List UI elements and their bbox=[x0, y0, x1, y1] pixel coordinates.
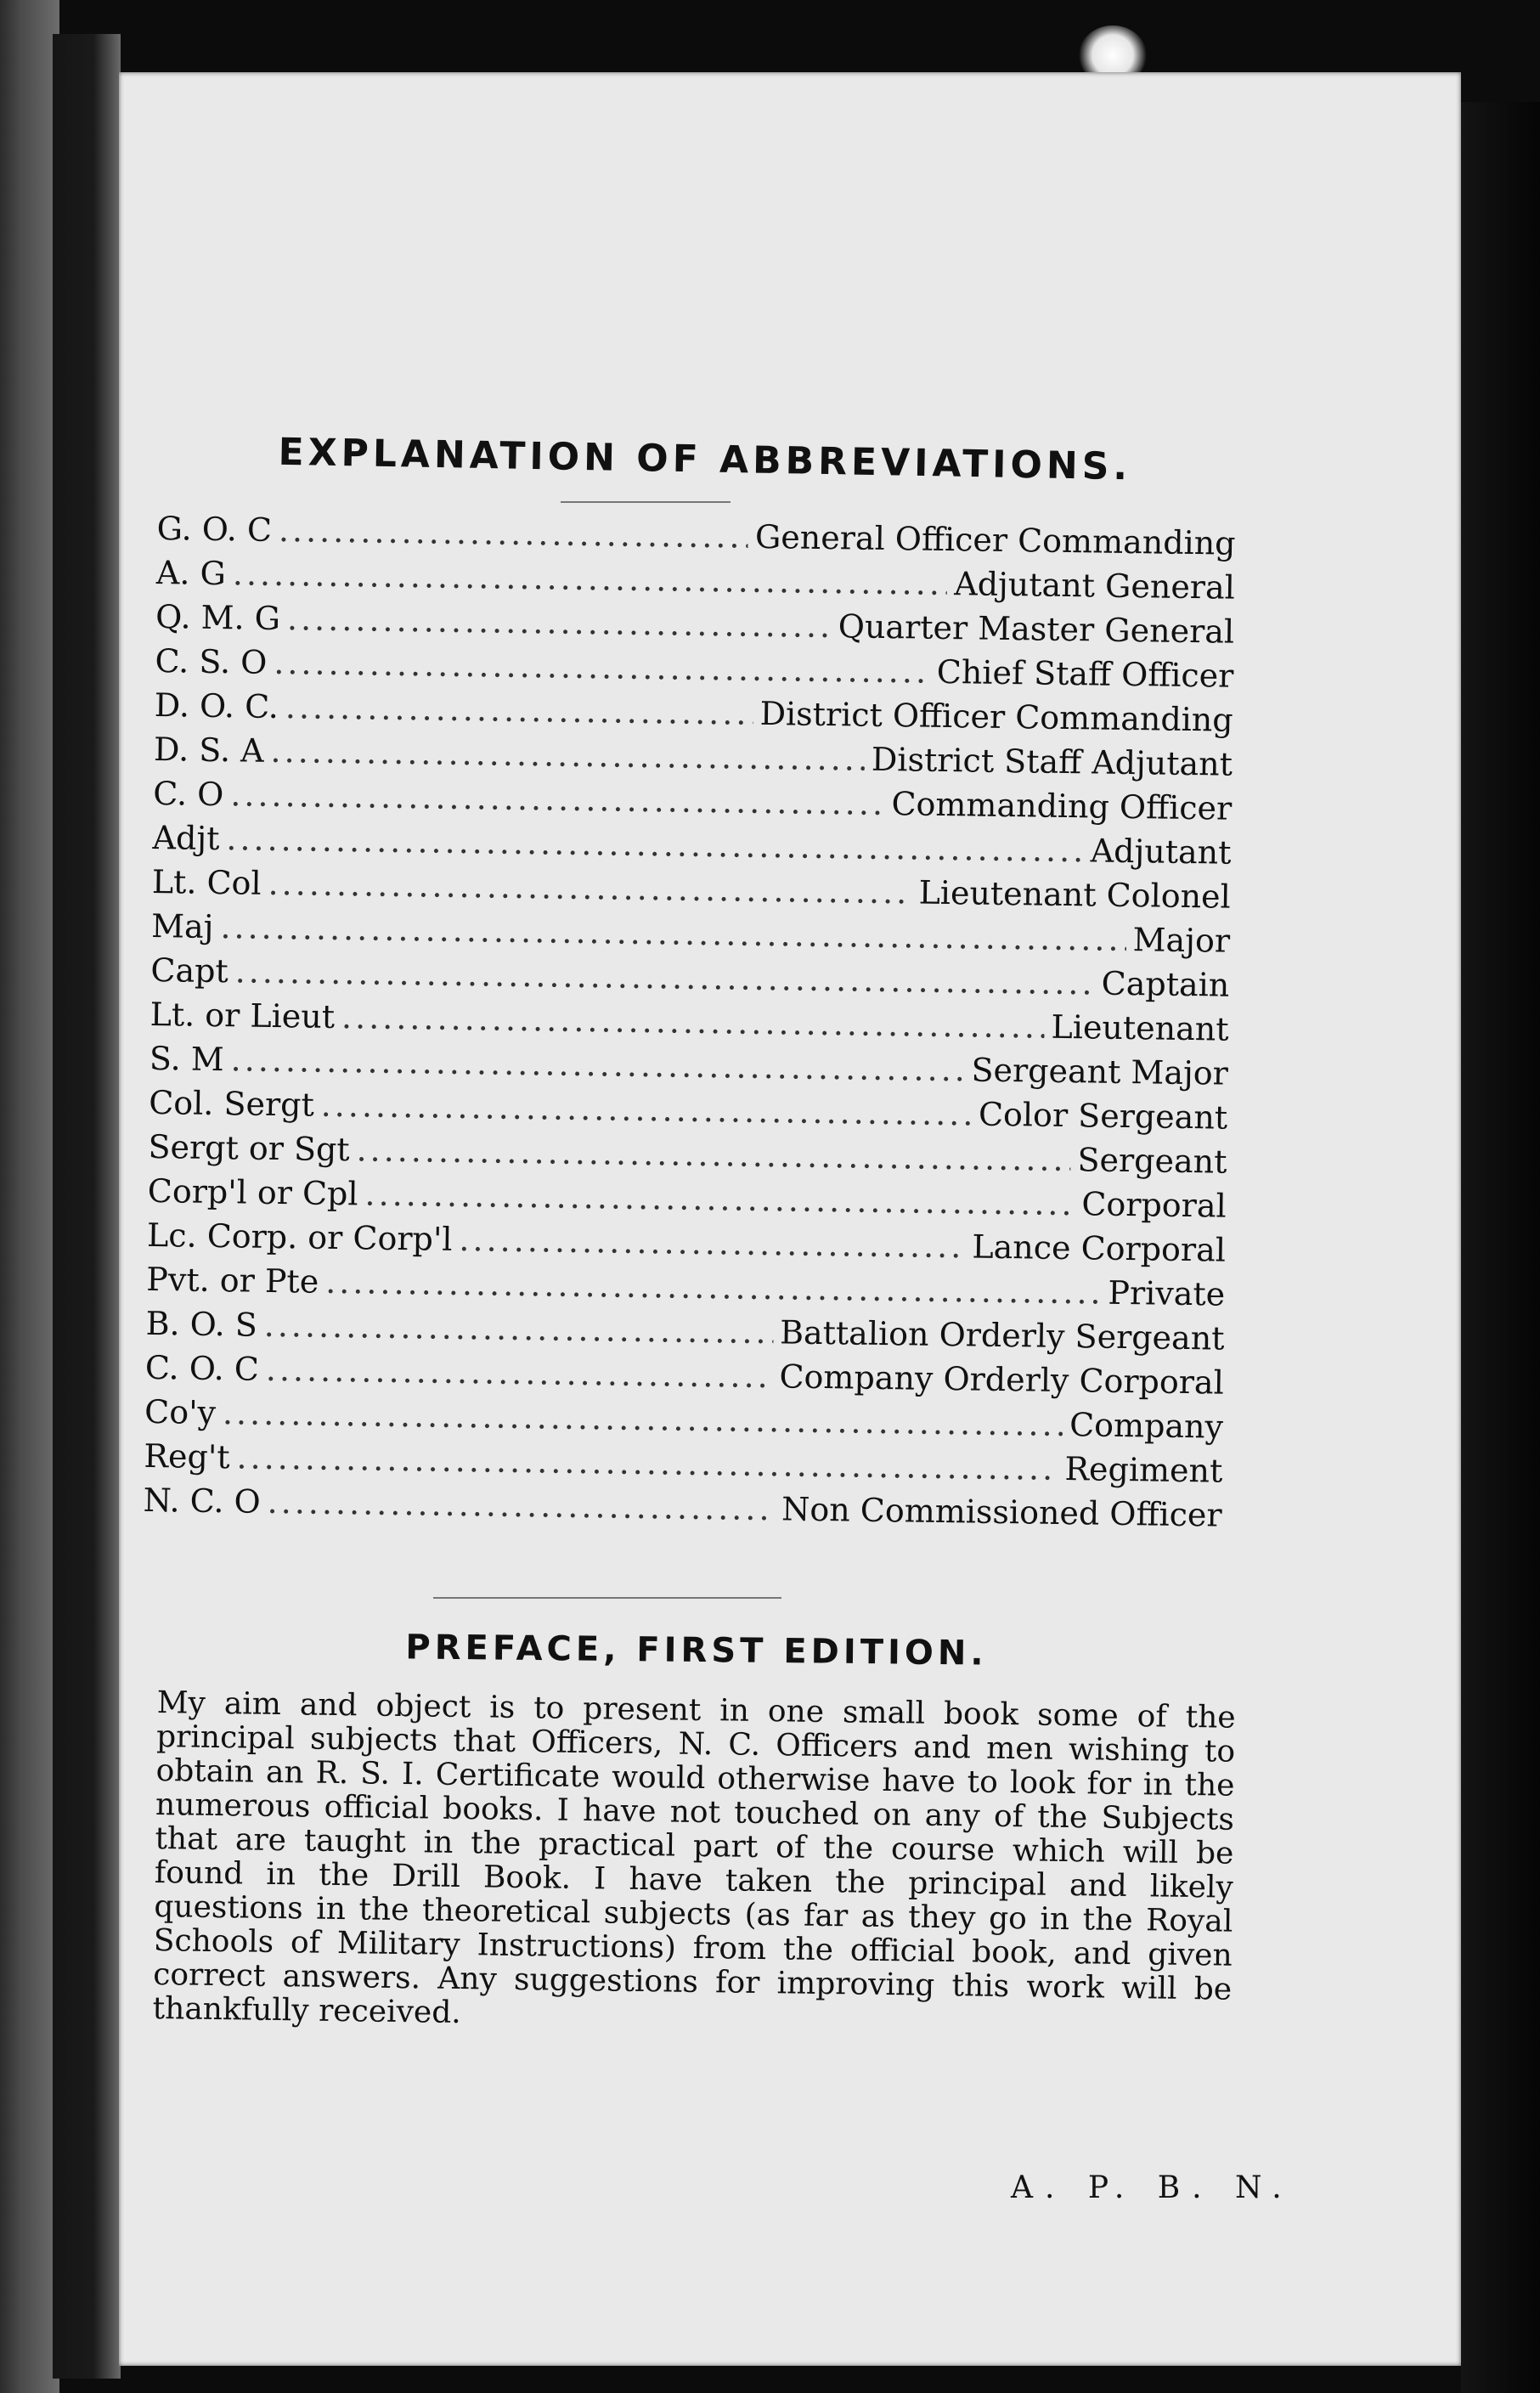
abbreviation-meaning: Quarter Master General bbox=[838, 607, 1235, 651]
scan-left-margin bbox=[0, 0, 59, 2393]
abbreviation-meaning: Company Orderly Corporal bbox=[779, 1357, 1225, 1402]
abbreviation-meaning: Color Sergeant bbox=[978, 1095, 1228, 1137]
abbreviation-code: Lt. or Lieut bbox=[149, 995, 336, 1036]
dot-leader bbox=[320, 1086, 972, 1133]
abbreviation-code: Lc. Corp. or Corp'l bbox=[146, 1216, 453, 1258]
dot-leader bbox=[264, 1307, 774, 1351]
abbreviation-meaning: Major bbox=[1132, 921, 1231, 960]
dot-leader bbox=[287, 600, 832, 645]
author-initials: A. P. B. N. bbox=[1011, 2170, 1294, 2205]
abbreviation-meaning: District Officer Commanding bbox=[759, 694, 1233, 739]
abbreviation-code: Corp'l or Cpl bbox=[147, 1171, 358, 1213]
abbreviation-meaning: Private bbox=[1108, 1273, 1226, 1313]
abbreviation-code: C. O bbox=[153, 774, 224, 814]
abbreviation-meaning: Adjutant bbox=[1090, 832, 1232, 872]
abbreviation-code: C. O. C bbox=[144, 1348, 260, 1388]
abbreviations-heading: EXPLANATION OF ABBREVIATIONS. bbox=[278, 430, 1132, 489]
abbreviation-meaning: Sergeant Major bbox=[971, 1051, 1229, 1092]
dot-leader bbox=[270, 732, 865, 778]
abbreviation-code: Capt bbox=[150, 951, 229, 990]
abbreviation-meaning: Captain bbox=[1101, 964, 1230, 1004]
abbreviation-meaning: Corporal bbox=[1081, 1185, 1227, 1225]
abbreviation-meaning: Commanding Officer bbox=[891, 785, 1233, 827]
preface-heading: PREFACE, FIRST EDITION. bbox=[405, 1628, 988, 1673]
abbreviation-meaning: Non Commissioned Officer bbox=[781, 1490, 1222, 1534]
dot-leader bbox=[285, 688, 753, 732]
abbreviation-meaning: Company bbox=[1069, 1406, 1224, 1446]
abbreviations-list bbox=[143, 510, 1236, 1541]
abbreviation-code: Q. M. G bbox=[155, 597, 281, 638]
abbreviation-code: Lt. Col bbox=[151, 862, 262, 902]
abbreviation-meaning: Adjutant General bbox=[954, 565, 1236, 607]
abbreviation-meaning: Lieutenant bbox=[1051, 1007, 1229, 1048]
abbreviation-meaning: District Staff Adjutant bbox=[871, 740, 1233, 783]
dot-leader bbox=[267, 1483, 775, 1527]
abbreviation-code: Sergt or Sgt bbox=[148, 1127, 350, 1169]
dot-leader bbox=[279, 511, 749, 556]
scan-right-margin bbox=[1461, 102, 1540, 2393]
abbreviation-meaning: Lieutenant Colonel bbox=[918, 873, 1232, 916]
abbreviation-code: B. O. S bbox=[145, 1304, 258, 1344]
abbreviation-code: Adjt bbox=[152, 818, 220, 858]
section-divider bbox=[433, 1597, 781, 1599]
abbreviation-code: Pvt. or Pte bbox=[146, 1260, 319, 1301]
book-page bbox=[119, 72, 1461, 2366]
dot-leader bbox=[268, 865, 912, 911]
heading-divider bbox=[561, 501, 731, 503]
abbreviation-meaning: Regiment bbox=[1064, 1450, 1223, 1490]
abbreviation-code: Reg't bbox=[144, 1436, 230, 1476]
abbreviation-meaning: Sergeant bbox=[1077, 1141, 1227, 1181]
preface-paragraph: My aim and object is to present in one small book some of the principal subjects that Officers, N. C. Officers and men wishing to obtain an R. S. I. Certificate would otherwise have to look for in the numerous official books. I have not touched on any of the Subjects that are taught in the practical part of the course which will be found in the Drill Book. I have taken the principal and likely questions in the theoretical subjects (as far as they go in the Royal Schools of Military Instructions) from the official book, and given correct answers. Any suggestions for improving this work will be thankfully received. bbox=[152, 1685, 1236, 2031]
abbreviation-code: D. O. C. bbox=[154, 686, 279, 726]
dot-leader bbox=[274, 644, 930, 691]
dot-leader bbox=[230, 776, 885, 822]
dot-leader bbox=[266, 1351, 773, 1395]
abbreviation-code: Maj bbox=[150, 906, 214, 945]
abbreviation-code: Co'y bbox=[144, 1392, 217, 1432]
abbreviation-meaning: Lance Corporal bbox=[972, 1228, 1227, 1269]
abbreviation-meaning: Battalion Orderly Sergeant bbox=[779, 1313, 1225, 1357]
abbreviation-code: C. S. O bbox=[155, 641, 268, 681]
abbreviation-code: G. O. C bbox=[156, 510, 273, 549]
abbreviation-code: D. S. A bbox=[153, 730, 264, 770]
dot-leader bbox=[459, 1221, 966, 1265]
abbreviation-code: A. G bbox=[155, 553, 227, 593]
abbreviation-code: Col. Sergt bbox=[148, 1083, 315, 1124]
abbreviation-code: S. M bbox=[149, 1039, 225, 1079]
abbreviation-meaning: Chief Staff Officer bbox=[936, 652, 1234, 695]
abbreviation-code: N. C. O bbox=[143, 1481, 262, 1521]
abbreviation-meaning: General Officer Commanding bbox=[754, 517, 1236, 562]
book-spine bbox=[53, 34, 121, 2379]
